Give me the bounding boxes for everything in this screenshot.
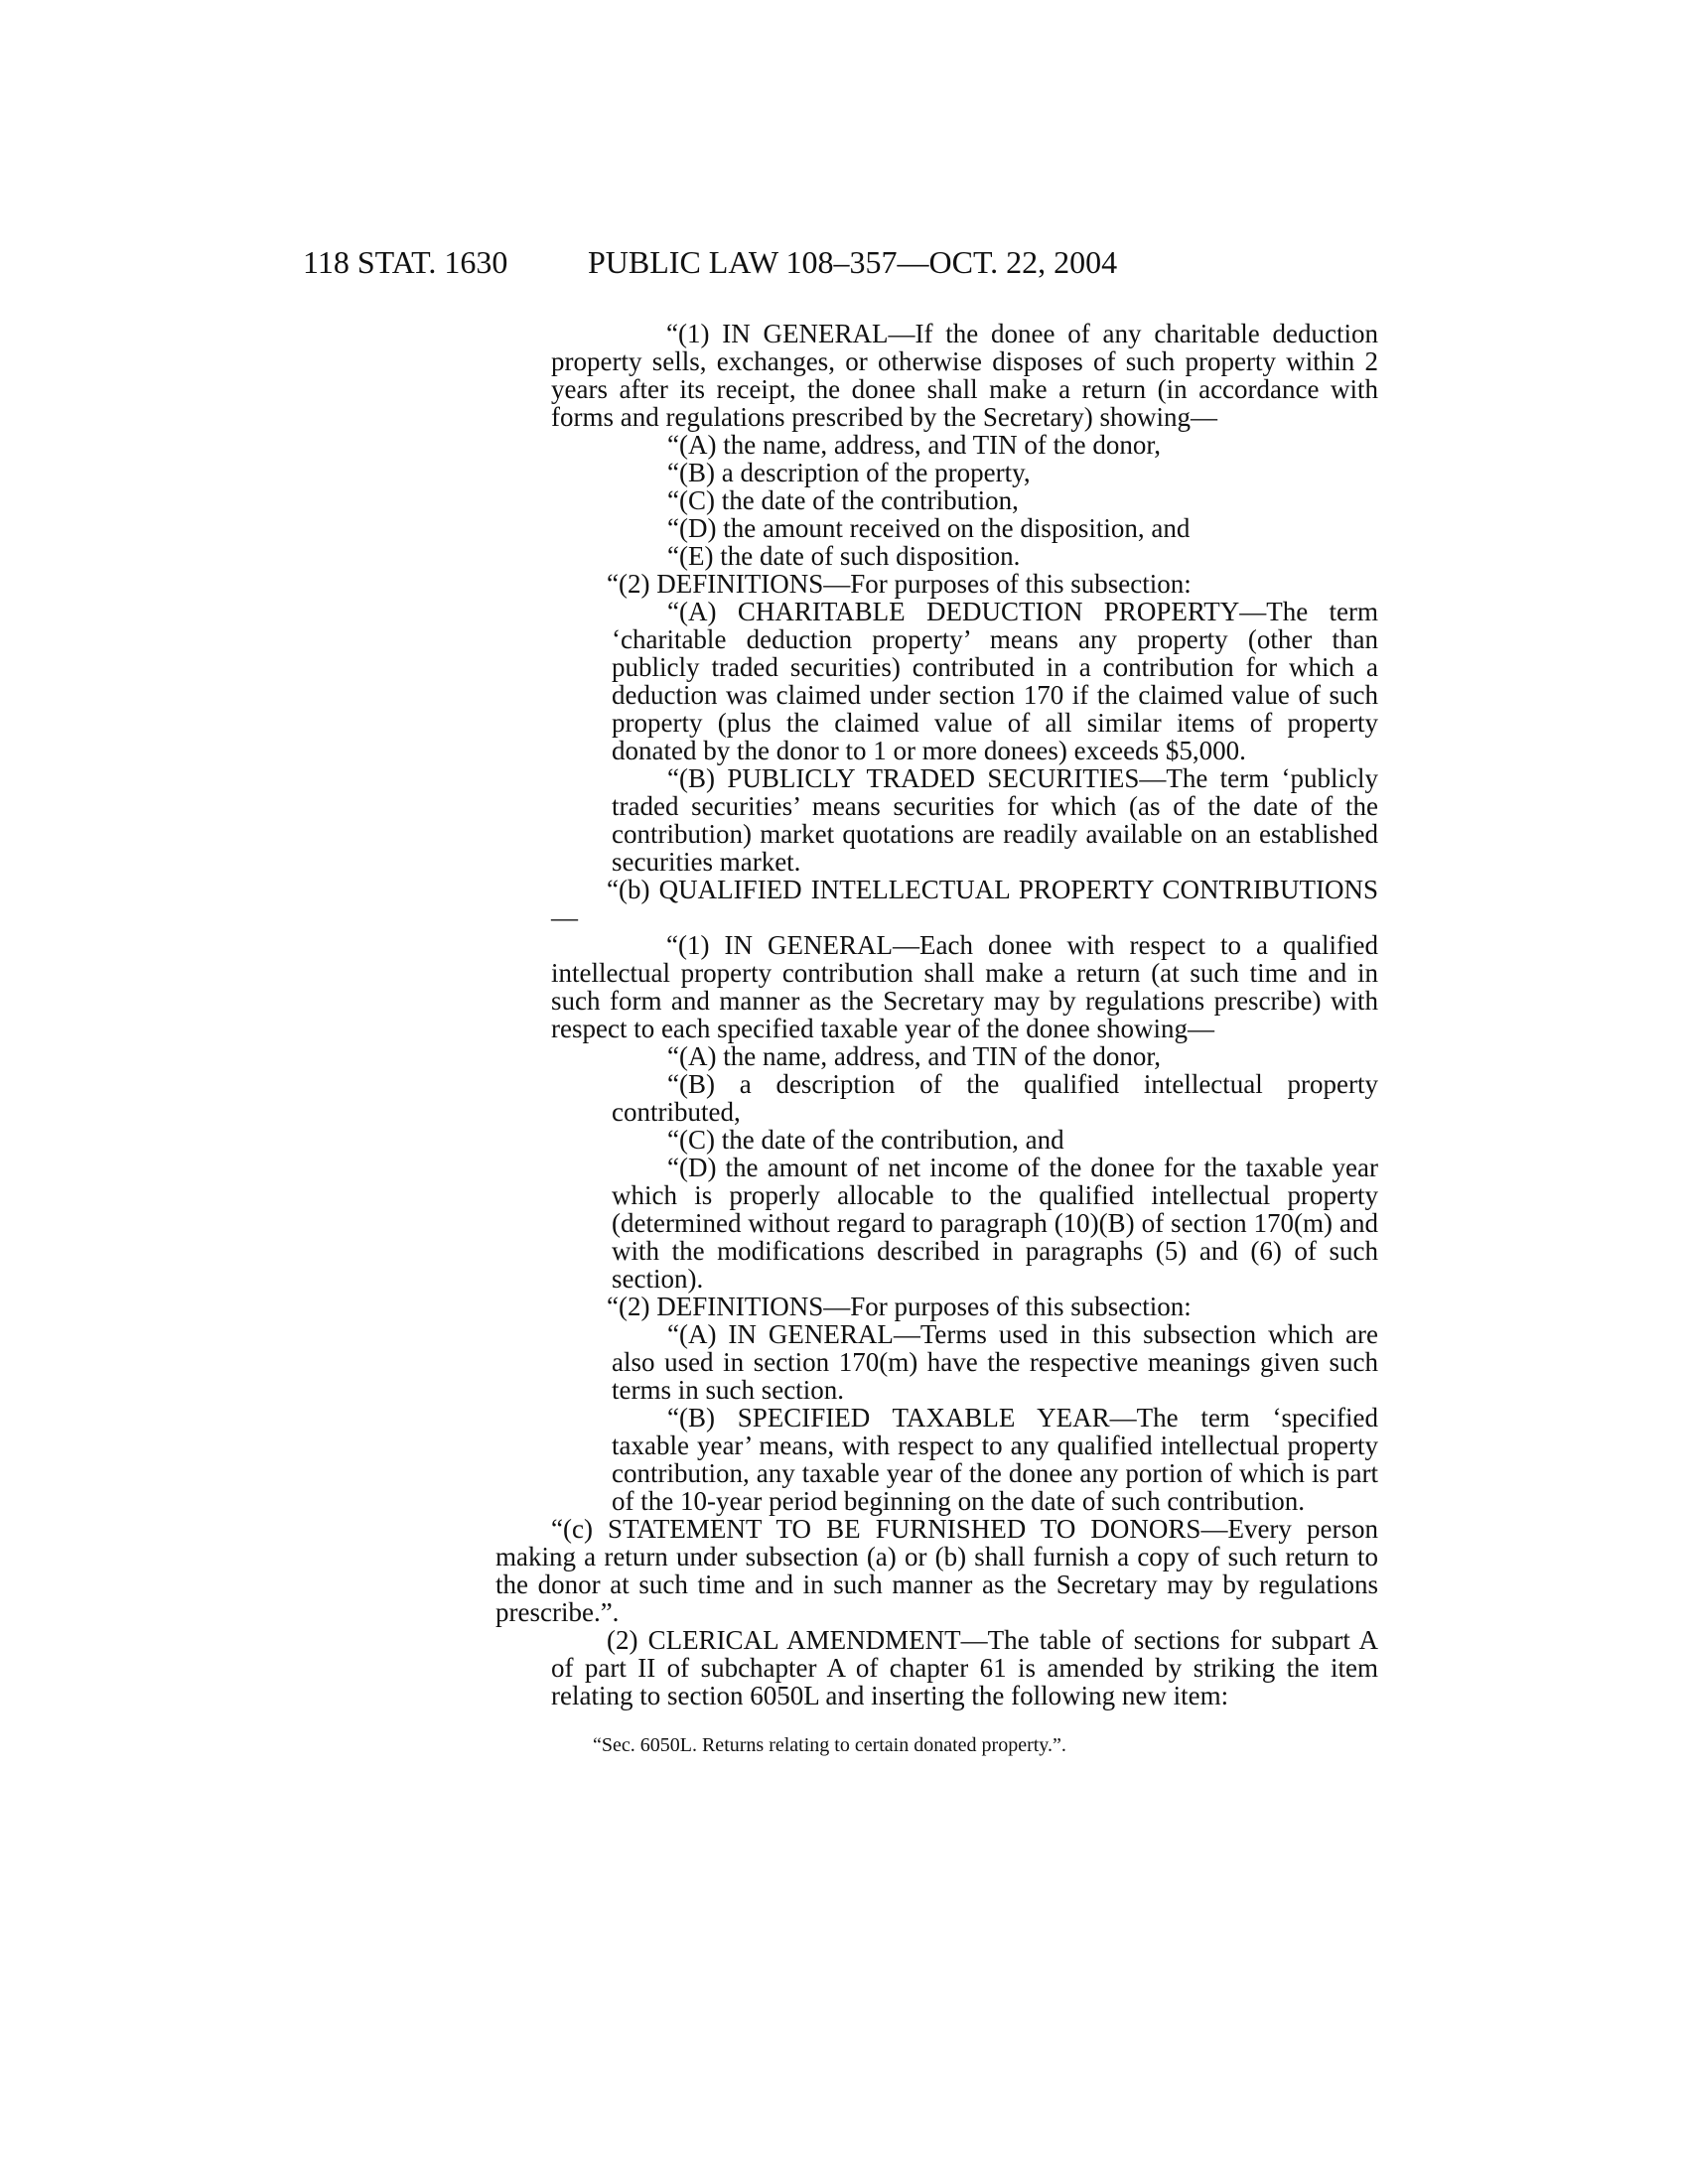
- paragraph-2-definitions: “(2) DEFINITIONS—For purposes of this subsection:: [607, 569, 1192, 599]
- list-item: “(A) the name, address, and TIN of the donor,: [667, 1041, 1162, 1071]
- definition-publicly-traded-securities: “(B) PUBLICLY TRADED SECURITIES—The term ‘publicly traded securities’ means securities for which (as of the date of the contribution) market quotations are readily available on an established securities market.: [612, 763, 1378, 877]
- list-item: “(B) a description of the property,: [667, 458, 1031, 487]
- table-of-sections-item: “Sec. 6050L. Returns relating to certain donated property.”.: [593, 1734, 1066, 1756]
- public-law-title: PUBLIC LAW 108–357—OCT. 22, 2004: [588, 244, 1118, 280]
- paragraph-1-in-general: “(1) IN GENERAL—Each donee with respect to a qualified intellectual property contribution shall make a return (at such time and in such form and manner as the Secretary may by regulations prescribe) with respect to each specified taxable year of the donee showing—: [551, 930, 1378, 1043]
- paragraph-2-definitions: “(2) DEFINITIONS—For purposes of this subsection:: [607, 1292, 1192, 1321]
- page-header: [0, 244, 1688, 284]
- list-item: “(C) the date of the contribution,: [667, 485, 1019, 515]
- list-item: “(B) a description of the qualified intellectual property contributed,: [612, 1069, 1378, 1127]
- definition-charitable-deduction-property: “(A) CHARITABLE DEDUCTION PROPERTY—The term ‘charitable deduction property’ means any property (other than publicly traded securities) contributed in a contribution for which a deduction was claimed under section 170 if the claimed value of such property (plus the claimed value of all similar items of property donated by the donor to 1 or more donees) exceeds $5,000.: [612, 597, 1378, 765]
- paragraph-1-in-general: “(1) IN GENERAL—If the donee of any charitable deduction property sells, exchanges, or otherwise disposes of such property within 2 years after its receipt, the donee shall make a return (in accordance with forms and regulations prescribed by the Secretary) showing—: [551, 319, 1379, 432]
- definition-in-general: “(A) IN GENERAL—Terms used in this subsection which are also used in section 170(m) have the respective meanings given such terms in such section.: [612, 1319, 1378, 1405]
- list-item: “(D) the amount of net income of the donee for the taxable year which is properly allocable to the qualified intellectual property (determined without regard to paragraph (10)(B) of section 170(m) and with the modifications described in paragraphs (5) and (6) of such section).: [612, 1153, 1378, 1294]
- statute-page-number: 118 STAT. 1630: [303, 244, 508, 280]
- list-item: “(E) the date of such disposition.: [667, 541, 1021, 571]
- definition-specified-taxable-year: “(B) SPECIFIED TAXABLE YEAR—The term ‘specified taxable year’ means, with respect to any qualified intellectual property contribution, any taxable year of the donee any portion of which is part of the 10-year period beginning on the date of such contribution.: [612, 1403, 1378, 1516]
- subsection-c-statement: “(c) STATEMENT TO BE FURNISHED TO DONORS—Every person making a return under subsection (a) or (b) shall furnish a copy of such return to the donor at such time and in such manner as the Secretary may by regulations prescribe.”.: [495, 1514, 1378, 1627]
- paragraph-2-clerical-amendment: (2) CLERICAL AMENDMENT—The table of sections for subpart A of part II of subchapter A of chapter 61 is amended by striking the item relating to section 6050L and inserting the following new item:: [551, 1625, 1378, 1710]
- subsection-b-heading: “(b) QUALIFIED INTELLECTUAL PROPERTY CONTRIBUTIONS—: [551, 875, 1378, 932]
- list-item: “(C) the date of the contribution, and: [667, 1125, 1064, 1155]
- list-item: “(A) the name, address, and TIN of the donor,: [667, 430, 1162, 460]
- document-body: [0, 320, 1688, 1759]
- list-item: “(D) the amount received on the disposition, and: [667, 513, 1191, 543]
